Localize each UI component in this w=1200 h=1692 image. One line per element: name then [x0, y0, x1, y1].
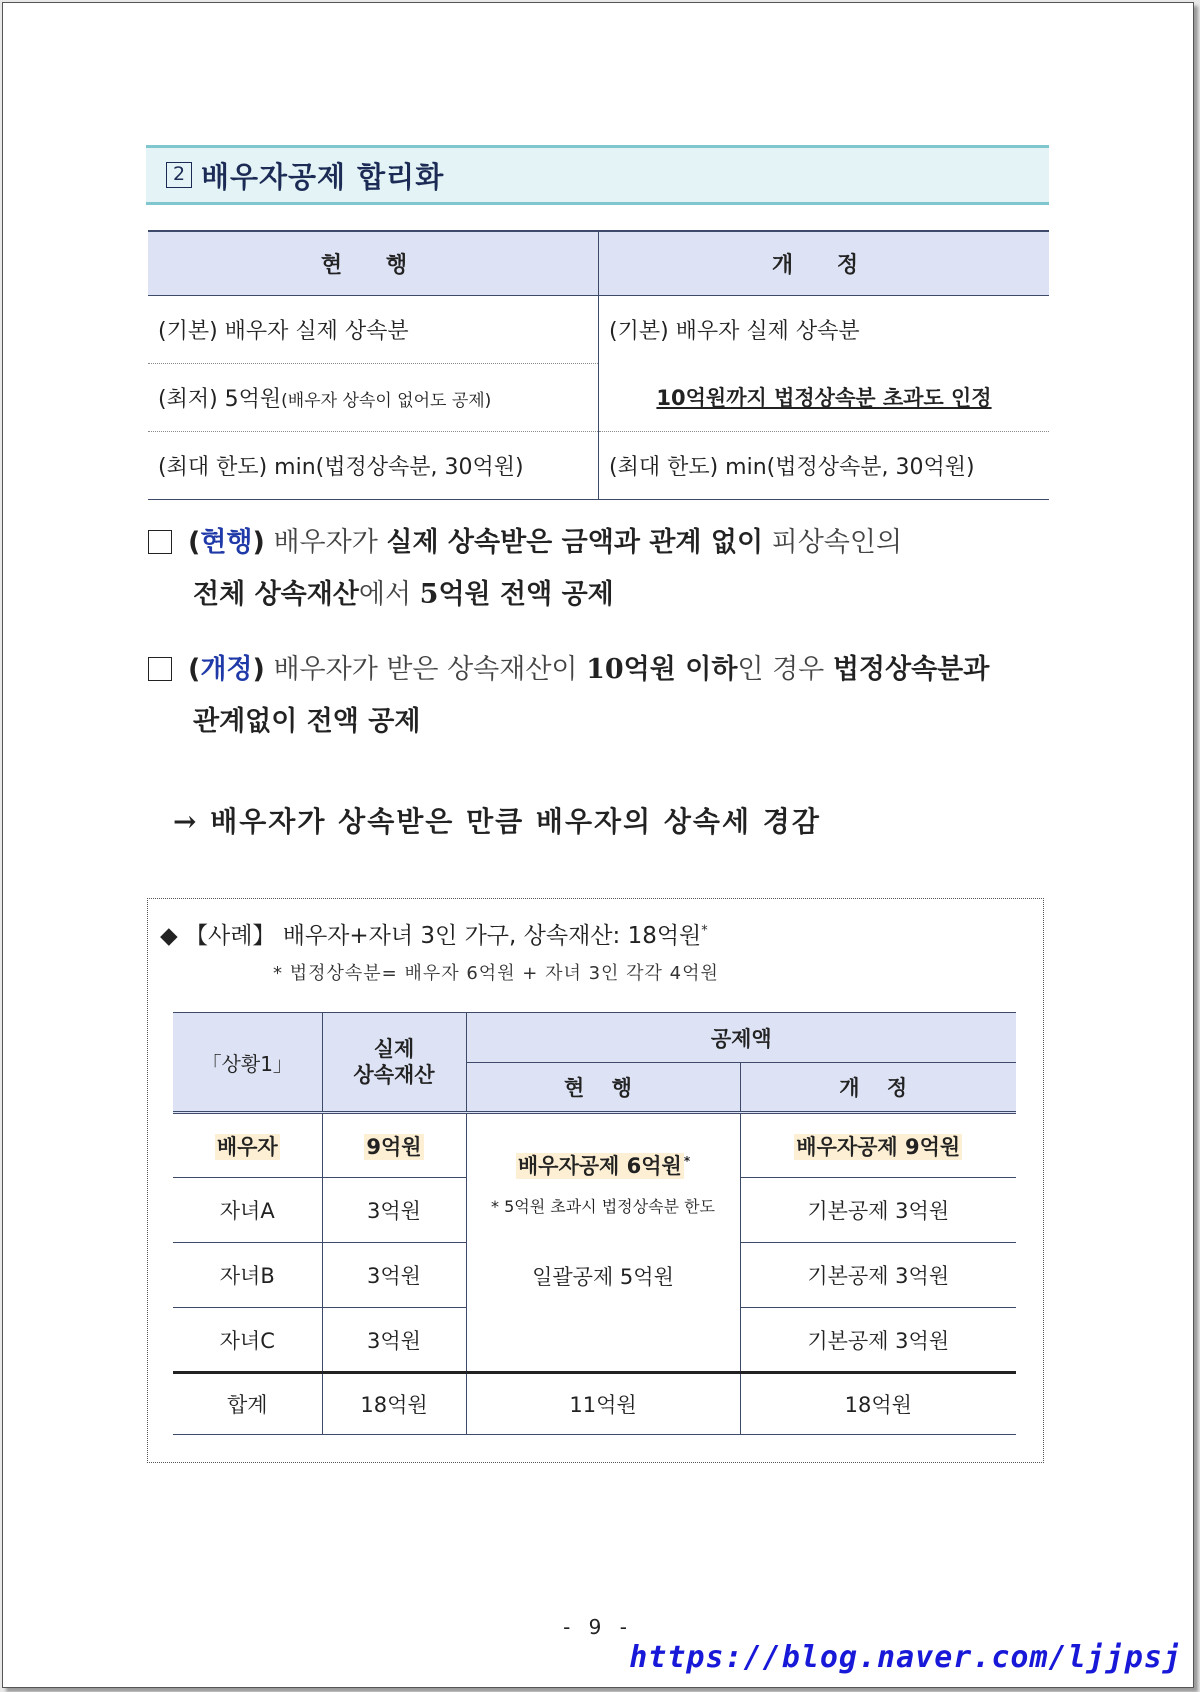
current-minimum-note: (배우자 상속이 없어도 공제): [281, 390, 492, 411]
current-spouse-deduction: [467, 1150, 740, 1180]
col-revised: 개 정: [740, 1063, 1016, 1113]
page-number: - 9 -: [563, 1615, 633, 1639]
row-name-child-c: 자녀C: [219, 1328, 275, 1353]
revised-basic: (기본) 배우자 실제 상속분: [599, 295, 1050, 363]
highlight-text: 배우자공제 6억원: [517, 1154, 682, 1178]
emphasis-text: 법정상속분과: [832, 654, 990, 685]
bullet-current-line2: [148, 569, 1053, 621]
bullet-current: [148, 517, 1053, 621]
row-actual-child-a: 3억원: [322, 1178, 466, 1243]
emphasis-text: 5억원 전액 공제: [419, 579, 614, 610]
text: 에서: [358, 579, 420, 610]
col-actual-line2: 상속재산: [353, 1063, 435, 1087]
row-name-spouse: [173, 1113, 322, 1178]
text: 인 경우: [737, 654, 833, 685]
row-revised-spouse: [740, 1113, 1016, 1178]
section-heading: [146, 145, 1049, 205]
row-revised-child-a: 기본공제 3억원: [740, 1178, 1016, 1243]
tag-open: (: [188, 527, 201, 558]
text: 배우자가 받은 상속재산이: [264, 654, 587, 685]
current-lump-sum: 일괄공제 5억원: [532, 1265, 674, 1289]
text: 배우자가: [264, 527, 387, 558]
current-minimum-main: (최저) 5억원: [158, 386, 282, 412]
col-actual-inheritance: [322, 1013, 466, 1113]
highlight-text: 9억원: [366, 1134, 422, 1159]
row-name-child-a: 자녀A: [173, 1178, 322, 1243]
tag-close: ): [252, 654, 265, 685]
example-box: [147, 898, 1044, 1463]
current-deduction-merged: [466, 1113, 740, 1373]
row-name-child-b: 자녀B: [173, 1243, 322, 1308]
emphasis-text: 전체 상속재산: [193, 579, 359, 610]
revised-minimum: 10억원까지 법정상속분 초과도 인정: [599, 363, 1050, 431]
col-current: 현 행: [466, 1063, 740, 1113]
total-current: 11억원: [466, 1373, 740, 1435]
section-title: 배우자공제 합리화: [201, 159, 445, 194]
checkbox-square-icon: [148, 657, 172, 681]
situation-label: 「상황1」: [173, 1013, 322, 1113]
example-table: [173, 1012, 1016, 1435]
current-spouse-note: * 5억원 초과시 법정상속분 한도: [491, 1197, 715, 1216]
highlight-text: 배우자: [216, 1134, 278, 1159]
row-actual-child-b: 3억원: [322, 1243, 466, 1308]
col-deduction: 공제액: [466, 1013, 1016, 1063]
tag-open: (: [188, 654, 201, 685]
header-revised: 개 정: [599, 231, 1050, 295]
bullet-current-line1: [148, 517, 1053, 569]
row-revised-child-c: 기본공제 3억원: [740, 1308, 1016, 1373]
current-basic: (기본) 배우자 실제 상속분: [148, 295, 599, 363]
total-label: 합계: [173, 1373, 322, 1435]
tag-revised: 개정: [200, 654, 253, 685]
highlight-text: 배우자공제 9억원: [796, 1134, 961, 1159]
total-revised: 18억원: [740, 1373, 1016, 1435]
col-actual-line1: 실제: [373, 1037, 415, 1061]
section-number: 2: [166, 162, 192, 188]
bullet-revised: [148, 644, 1053, 748]
row-actual-spouse: [322, 1113, 466, 1178]
comparison-table: [148, 230, 1049, 500]
example-note: * 법정상속분= 배우자 6억원 + 자녀 3인 각각 4억원: [273, 963, 719, 984]
header-current: 현 행: [148, 231, 599, 295]
current-minimum: [148, 363, 599, 431]
blog-watermark: https://blog.naver.com/ljjpsj: [629, 1640, 1182, 1675]
emphasis-text: 관계없이 전액 공제: [193, 706, 421, 737]
example-title-text: ◆ 【사례】 배우자+자녀 3인 가구, 상속재산: 18억원: [160, 923, 702, 949]
text: 피상속인의: [763, 527, 903, 558]
tag-current: 현행: [200, 527, 253, 558]
row-actual-child-c: 3억원: [322, 1308, 466, 1373]
emphasis-text: 10억원 이하: [586, 654, 738, 685]
emphasis-text: 실제 상속받은 금액과 관계 없이: [386, 527, 764, 558]
example-title: [160, 917, 708, 950]
current-maximum: (최대 한도) min(법정상속분, 30억원): [148, 431, 599, 499]
conclusion-arrow-line: → 배우자가 상속받은 만큼 배우자의 상속세 경감: [173, 805, 821, 838]
footnote-mark: *: [683, 1154, 691, 1168]
checkbox-square-icon: [148, 530, 172, 554]
total-actual: 18억원: [322, 1373, 466, 1435]
bullet-revised-line2: [148, 696, 1053, 748]
document-page: [2, 2, 1194, 1688]
bullet-revised-line1: [148, 644, 1053, 696]
footnote-mark: *: [701, 923, 708, 939]
tag-close: ): [252, 527, 265, 558]
row-revised-child-b: 기본공제 3억원: [740, 1243, 1016, 1308]
revised-maximum: (최대 한도) min(법정상속분, 30억원): [599, 431, 1050, 499]
